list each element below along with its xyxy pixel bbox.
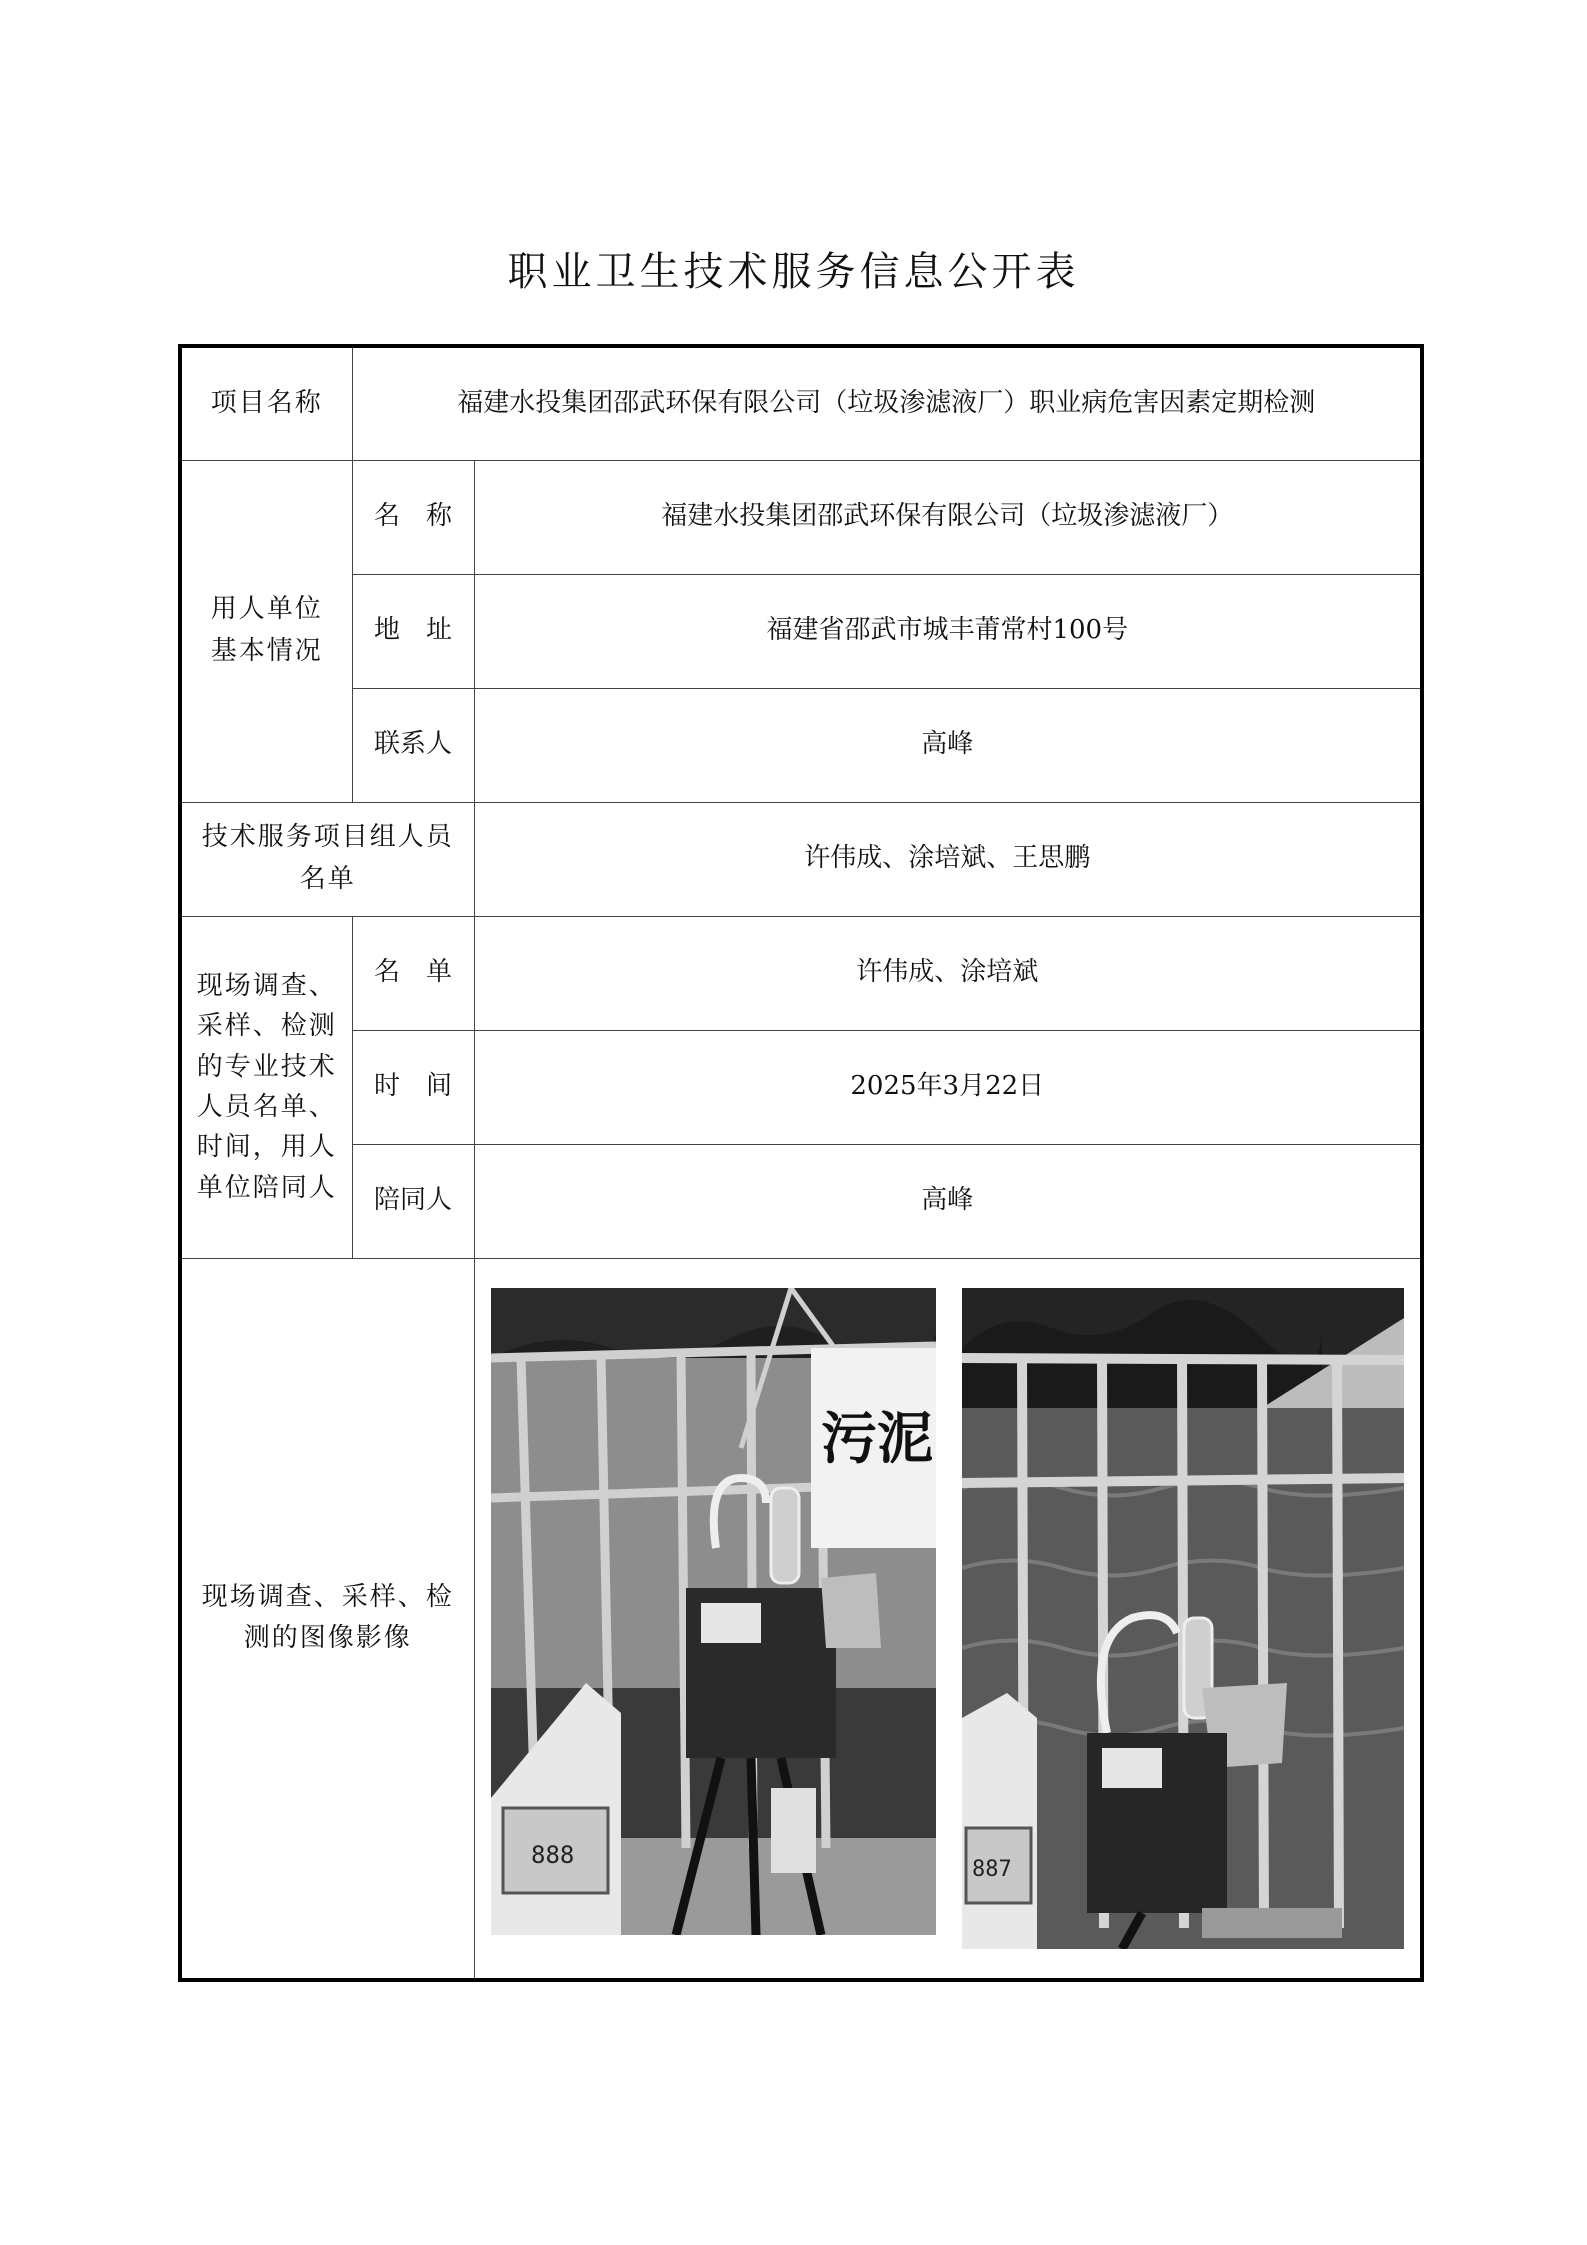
photo1-bracket — [821, 1573, 881, 1648]
photo2-meter-reading: 887 — [972, 1856, 1012, 1882]
images-label — [180, 1258, 474, 1980]
row-employer-address — [180, 574, 1422, 688]
row-employer-contact — [180, 688, 1422, 802]
project-label: 项目名称 — [180, 346, 352, 460]
onsite-escort-value: 高峰 — [474, 1144, 1422, 1258]
photo1-impinger — [771, 1488, 799, 1583]
onsite-list-value: 许伟成、涂培斌 — [474, 916, 1422, 1030]
team-label-line2: 名单 — [299, 864, 356, 894]
images-label-line1: 现场调查、采样、检 — [201, 1581, 454, 1612]
employer-name-label: 名 称 — [352, 460, 474, 574]
row-onsite-escort — [180, 1144, 1422, 1258]
row-team — [180, 802, 1422, 916]
team-label-line1: 技术服务项目组人员 — [201, 822, 454, 853]
onsite-label-line5: 时间，用人 — [196, 1132, 337, 1163]
onsite-label-line4: 人员名单、 — [196, 1092, 337, 1122]
images-label-line2: 测的图像影像 — [243, 1623, 412, 1654]
info-table — [178, 344, 1424, 1982]
employer-label-line2: 基本情况 — [210, 636, 323, 666]
team-label — [180, 802, 474, 916]
team-value: 许伟成、涂培斌、王思鹏 — [474, 802, 1422, 916]
onsite-label-line2: 采样、检测 — [196, 1011, 337, 1042]
row-onsite-list — [180, 916, 1422, 1030]
row-project — [180, 346, 1422, 460]
onsite-label-line6: 单位陪同人 — [196, 1172, 337, 1203]
onsite-time-value: 2025年3月22日 — [474, 1030, 1422, 1144]
row-employer-name — [180, 460, 1422, 574]
photo1-tripod-b — [751, 1758, 756, 1935]
photo2-meter — [962, 1693, 1037, 1949]
employer-name-value: 福建水投集团邵武环保有限公司（垃圾渗滤液厂） — [474, 460, 1422, 574]
employer-address-label: 地 址 — [352, 574, 474, 688]
employer-contact-value: 高峰 — [474, 688, 1422, 802]
photo2-ledge — [1202, 1908, 1342, 1938]
photo1-tag — [771, 1788, 816, 1873]
images-cell — [474, 1258, 1422, 1980]
row-onsite-time — [180, 1030, 1422, 1144]
onsite-escort-label: 陪同人 — [352, 1144, 474, 1258]
onsite-label — [180, 916, 352, 1258]
site-photo-2 — [962, 1288, 1404, 1949]
photo2-pump-label — [1102, 1748, 1162, 1788]
employer-label-line1: 用人单位 — [210, 594, 323, 625]
onsite-label-line1: 现场调查、 — [196, 971, 337, 1002]
photo1-pump-label — [701, 1603, 761, 1643]
site-photo-1 — [491, 1288, 936, 1935]
photos-container — [485, 1288, 1411, 1949]
photo1-meter-reading: 888 — [530, 1840, 574, 1869]
page-title: 职业卫生技术服务信息公开表 — [507, 249, 1080, 295]
employer-label — [180, 460, 352, 802]
photo1-sign-text: 污泥 — [820, 1406, 933, 1472]
project-value: 福建水投集团邵武环保有限公司（垃圾渗滤液厂）职业病危害因素定期检测 — [352, 346, 1422, 460]
employer-contact-label: 联系人 — [352, 688, 474, 802]
onsite-time-label: 时 间 — [352, 1030, 474, 1144]
employer-address-value: 福建省邵武市城丰莆常村100号 — [474, 574, 1422, 688]
onsite-list-label: 名 单 — [352, 916, 474, 1030]
onsite-label-line3: 的专业技术 — [196, 1051, 337, 1082]
row-images — [180, 1258, 1422, 1980]
